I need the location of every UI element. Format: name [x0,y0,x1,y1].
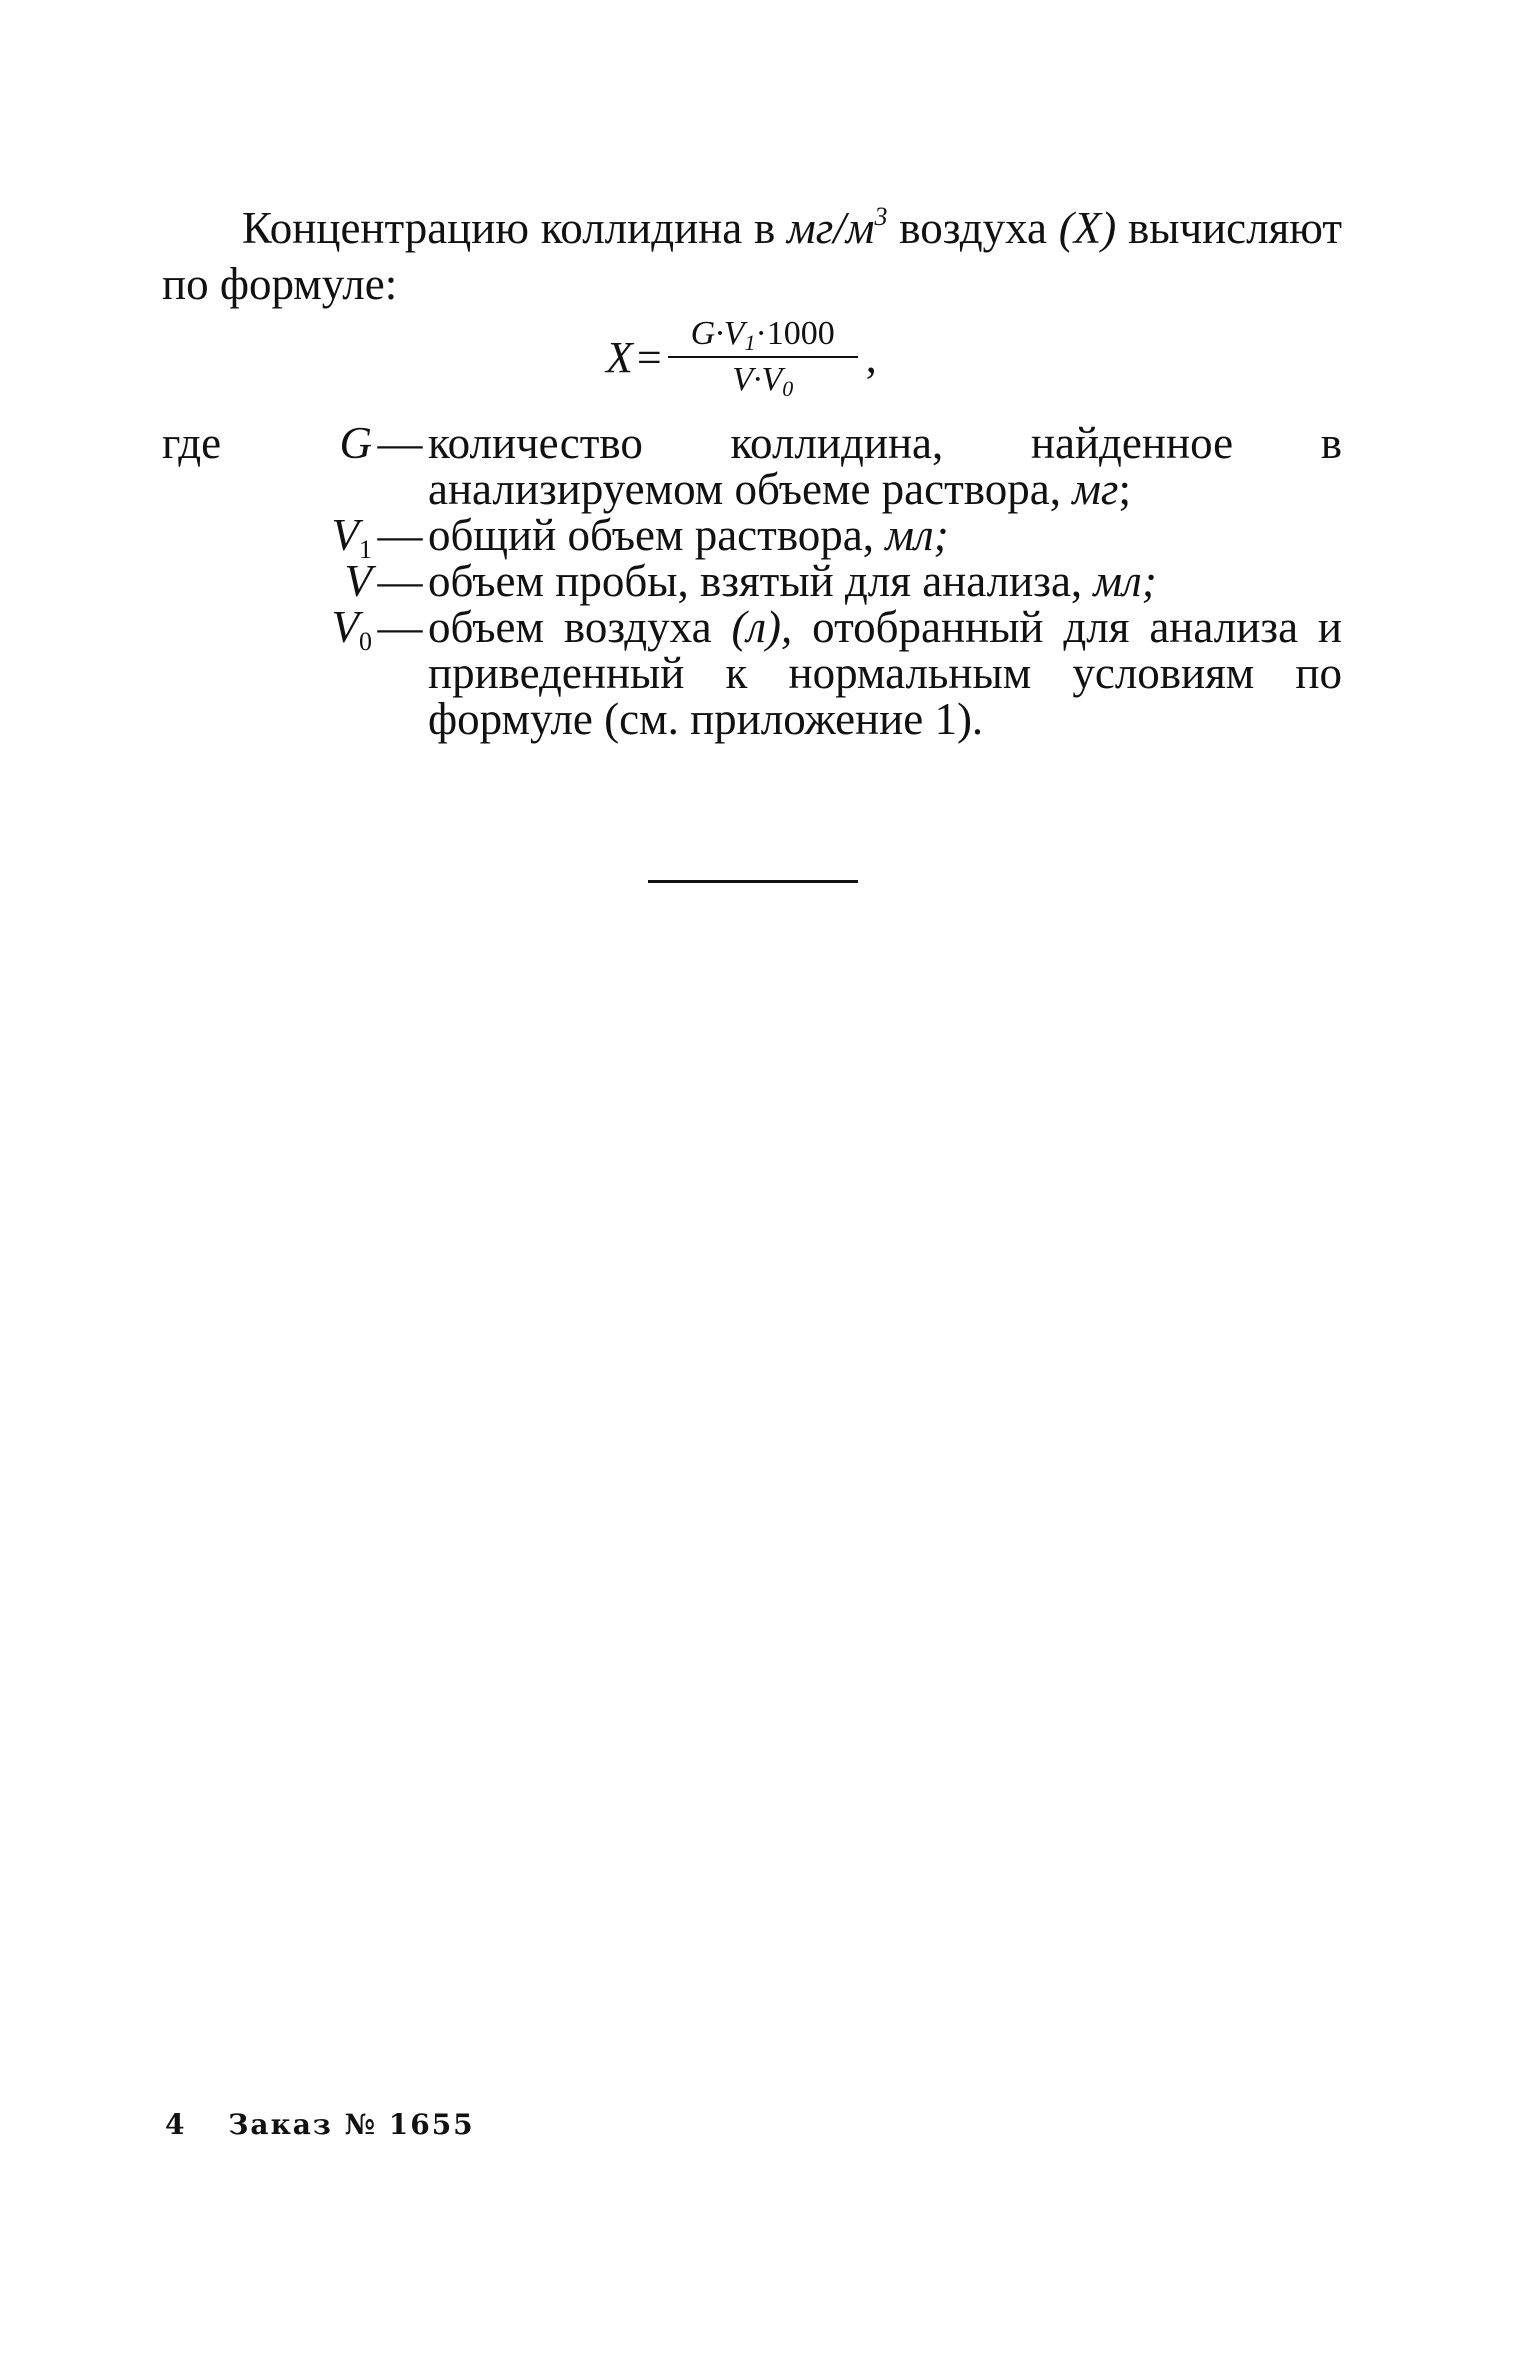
symbol-letter: V [331,602,359,652]
intro-text [162,200,1342,312]
formula-comma: , [865,332,877,382]
definition-unit: мл; [1093,556,1157,606]
definition-row-g [162,420,1342,512]
definition-text-a: объем воздуха [428,602,732,652]
definition-symbol [260,602,372,656]
formula-denominator [732,358,793,400]
definition-dash: — [377,602,423,652]
intro-paragraph [162,200,1342,312]
symbol-subscript: 0 [359,627,372,656]
definition-dash: — [377,510,423,560]
definition-text [428,604,1342,742]
definition-row-v1 [162,510,1342,564]
definition-symbol [260,510,372,564]
symbol-letter: G [339,418,372,468]
order-label: Заказ № 1655 [228,2108,475,2141]
definition-text [428,558,1342,604]
definition-dash: — [377,418,423,468]
section-divider [648,880,858,883]
formula-equals: = [636,332,662,382]
numerator-part-a: G·V [690,315,745,352]
definition-text-b: отобранный для анализа и приведенный к нормальным условиям по формуле (см. приложение 1). [428,602,1343,744]
unit-mg-label: мг/м [787,203,875,253]
definition-text [428,420,1342,512]
definition-text-a: общий объем раствора, [428,510,886,560]
definition-text-b: ; [1118,464,1131,514]
variable-x: (X) [1058,203,1117,253]
intro-text-end: вычисляют по формуле: [162,203,1342,309]
definition-unit: мл; [885,510,949,560]
unit-mg-per-m3 [787,203,888,253]
symbol-letter: V [344,556,372,606]
page-number: 4 [165,2108,187,2141]
definition-unit: (л), [731,602,793,652]
definition-text [428,512,1342,558]
intro-text-start: Концентрацию коллидина в [242,203,788,253]
symbol-subscript: 1 [359,535,372,564]
intro-text-mid: воздуха [887,203,1059,253]
formula-fraction [668,314,858,400]
definition-row-v0 [162,604,1342,742]
where-label: где [162,418,222,468]
formula-lhs: X [606,332,633,382]
definition-row-v [162,558,1342,604]
definition-symbol [260,558,372,604]
definition-unit: мг [1072,464,1119,514]
formula [606,312,877,402]
symbol-letter: V [331,510,359,560]
formula-numerator [683,314,843,356]
denominator-part-a: V·V [732,361,783,398]
page-footer [165,2108,475,2141]
unit-exponent: 3 [874,202,888,231]
definition-text-a: количество коллидина, найденное в анализируемом объеме раствора, [428,418,1342,514]
numerator-part-b: ·1000 [755,315,835,352]
definition-text-a: объем пробы, взятый для анализа, [428,556,1094,606]
definitions-list [162,420,1342,742]
definition-symbol [260,420,372,466]
definition-dash: — [377,556,423,606]
numerator-subscript: 1 [744,330,756,355]
denominator-subscript: 0 [782,376,794,401]
